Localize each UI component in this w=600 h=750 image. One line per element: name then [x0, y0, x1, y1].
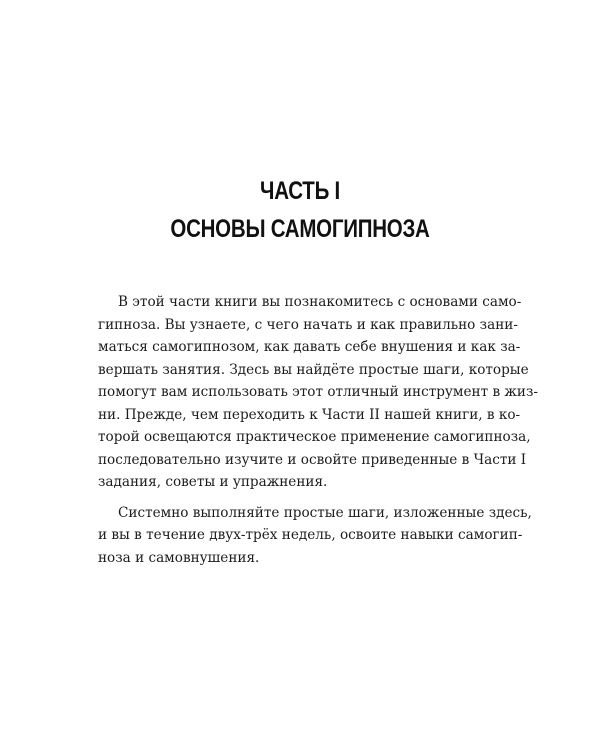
text-line: ноза и самовнушения. — [98, 549, 260, 566]
text-line: задания, советы и упражнения. — [98, 474, 328, 490]
paragraph-2 — [98, 502, 532, 570]
text-line: вершать занятия. Здесь вы найдёте простые шаги, которые — [98, 361, 529, 378]
text-line: торой освещаются практическое применение самогипноза, — [98, 429, 531, 445]
text-line: и вы в течение двух-трёх недель, освоите навыки самогип- — [98, 527, 523, 543]
text-line: последовательно изучите и освойте приведенные в Части I — [98, 451, 527, 468]
chapter-heading — [54, 172, 546, 248]
text-line: гипноза. Вы узнаете, с чего начать и как правильно зани- — [98, 316, 518, 333]
text-line: маться самогипнозом, как давать себе внушения и как за- — [98, 339, 521, 355]
part-title: ОСНОВЫ САМОГИПНОЗА — [170, 215, 430, 243]
part-number: ЧАСТЬ I — [260, 177, 340, 205]
paragraph-1 — [98, 291, 538, 494]
body-text — [98, 291, 538, 577]
text-line: ни. Прежде, чем переходить к Части II нашей книги, в ко- — [98, 406, 521, 423]
text-line: помогут вам использовать этот отличный инструмент в жиз- — [98, 384, 538, 400]
text-line: Системно выполняйте простые шаги, изложенные здесь, — [118, 504, 532, 521]
text-line: В этой части книги вы познакомитесь с основами само- — [118, 294, 522, 310]
